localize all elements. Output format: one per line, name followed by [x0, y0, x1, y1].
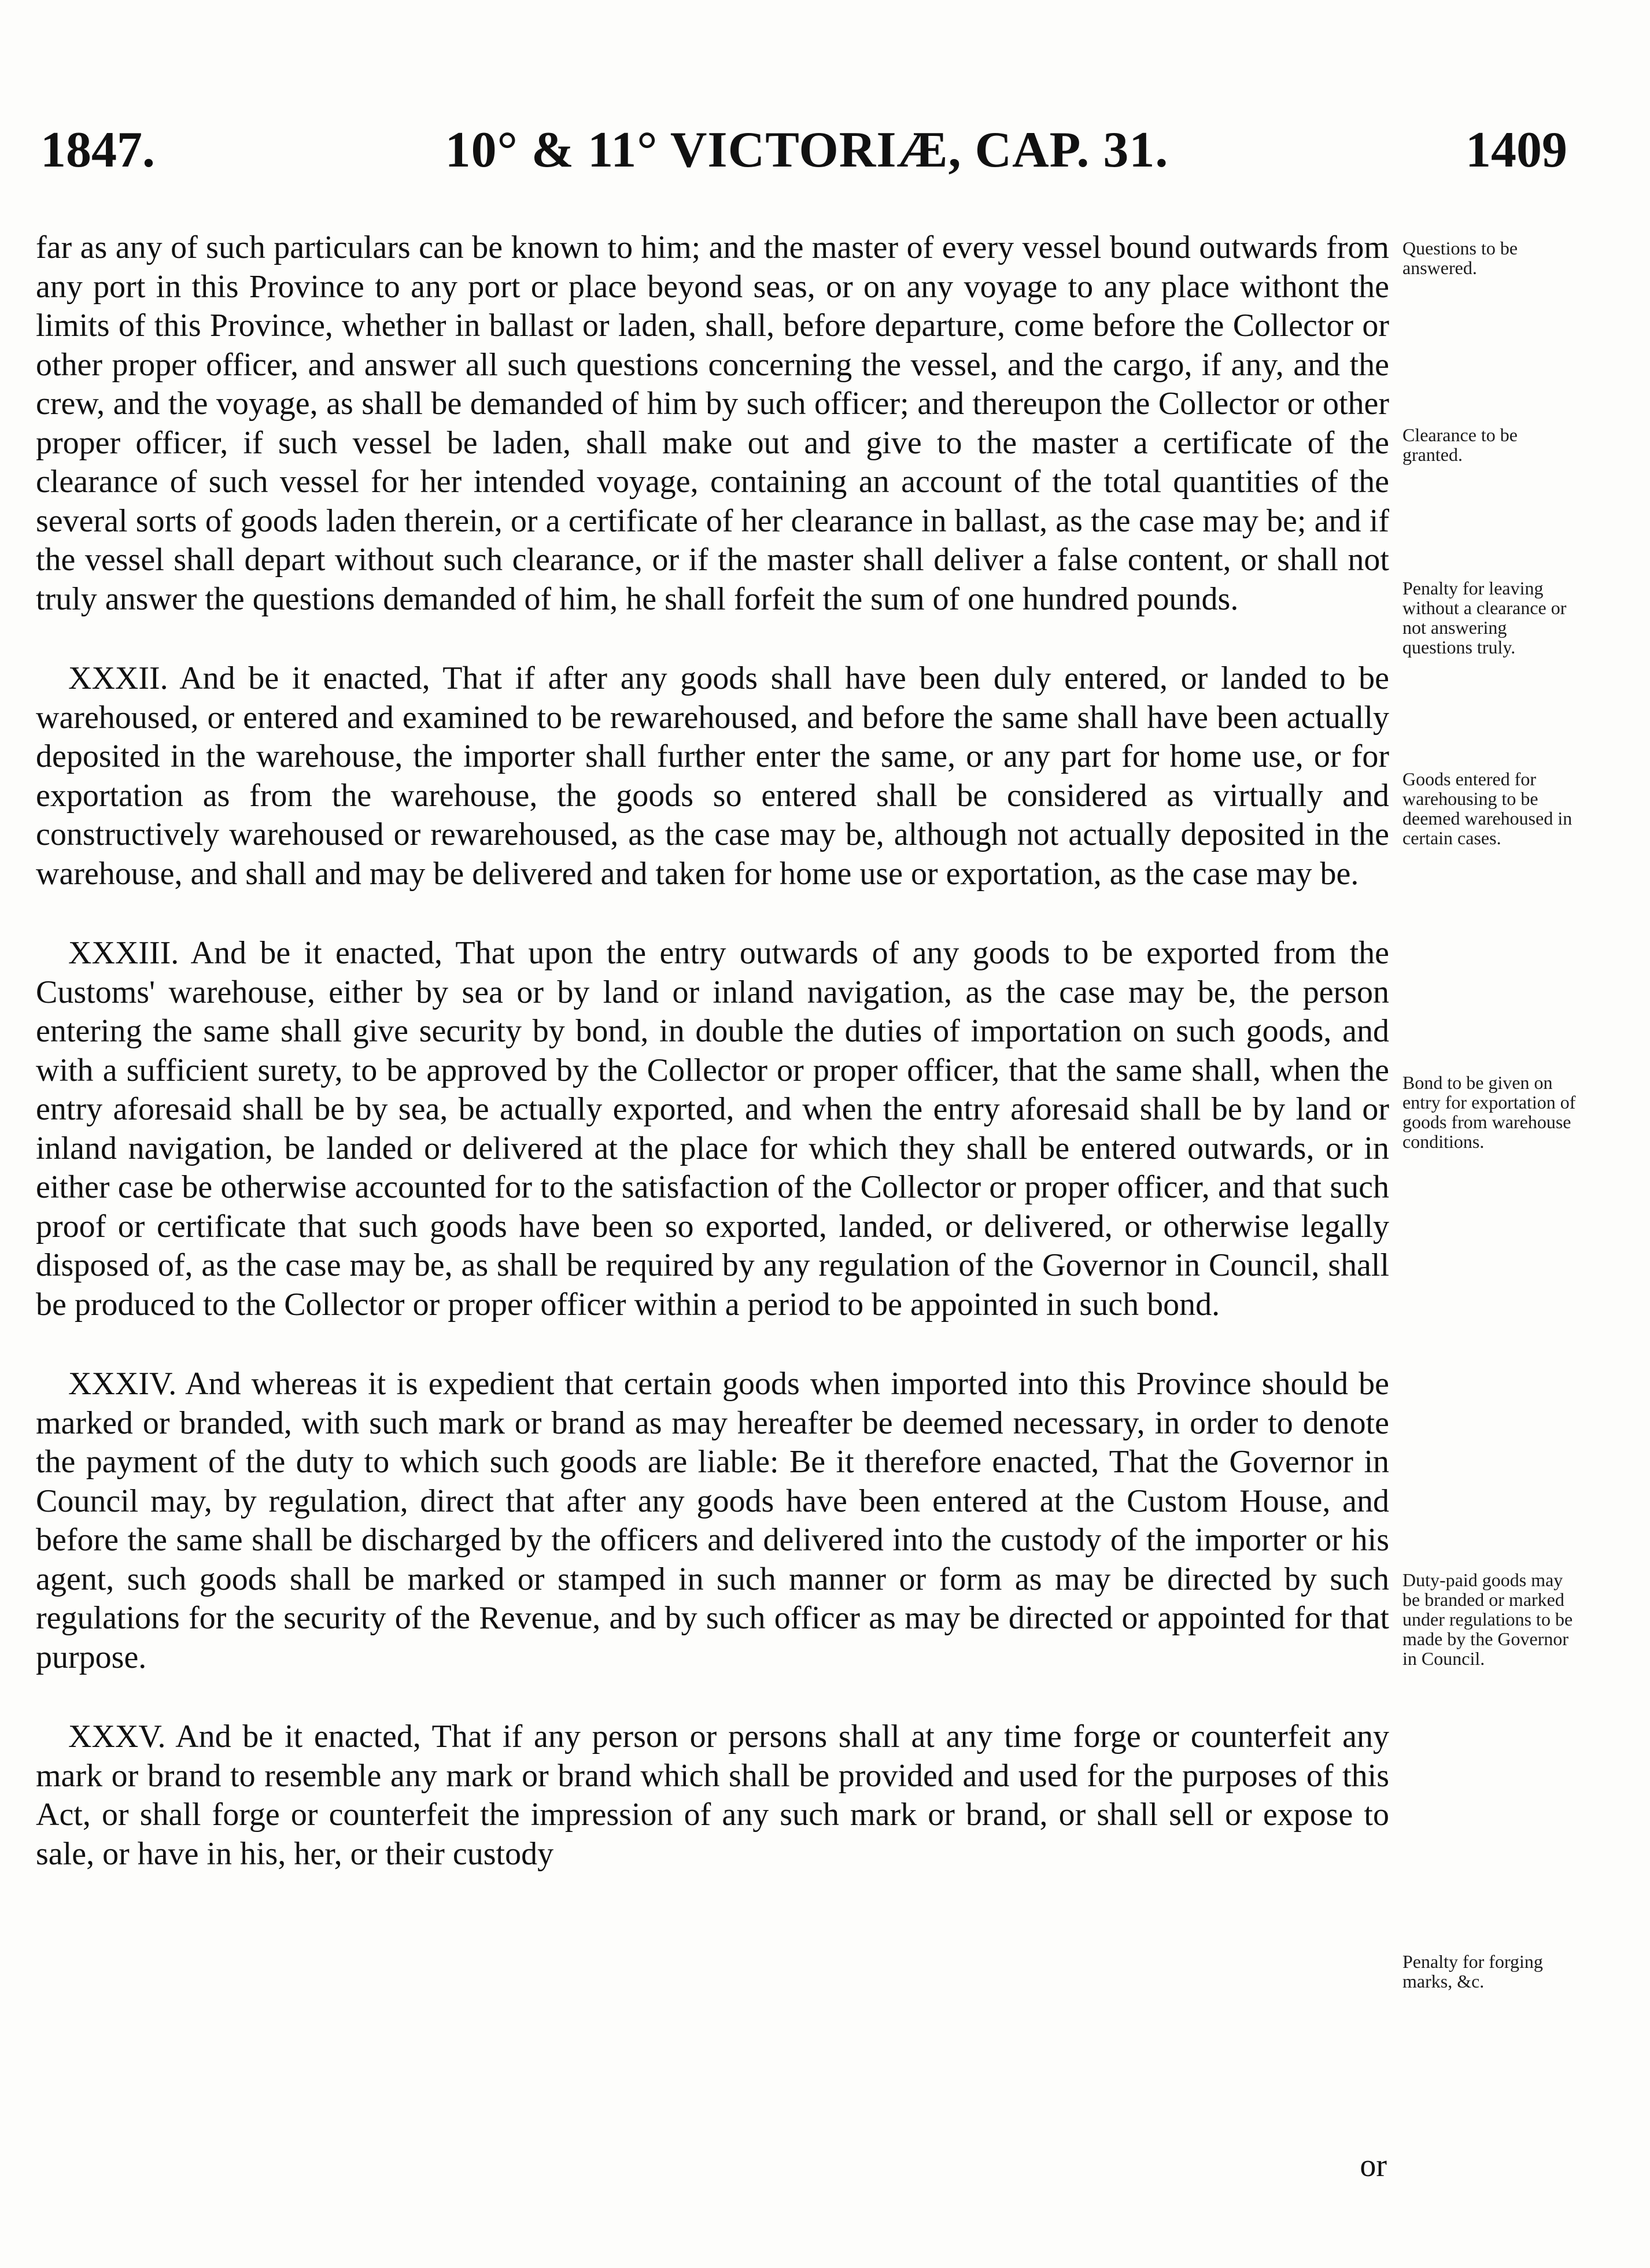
margin-note-warehousing: Goods entered for warehousing to be deemed warehoused in certain cases.: [1402, 769, 1573, 848]
margin-note-forging: Penalty for forging marks, &c.: [1402, 1951, 1543, 1992]
paragraph-continued: far as any of such particulars can be known to him; and the master of every vessel bound outwards from any port in this Province to any port or place beyond seas, or on any voyage to any place withont the limits of this Province, whether in ballast or laden, shall, before departure, come before the Collector or other proper officer, and answer all such questions concerning the vessel, and the cargo, if any, and the crew, and the voyage, as shall be demanded of him by such officer; and thereupon the Collector or other proper officer, if such vessel be laden, shall make out and give to the master a certificate of the clearance of such vessel for her intended voyage, containing an account of the total quantities of the several sorts of goods laden therein, or a certificate of her clearance in ballast, as the case may be; and if the vessel shall depart without such clearance, or if the master shall deliver a false content, or shall not truly answer the questions demanded of him, he shall forfeit the sum of one hundred pounds.: [36, 230, 1389, 617]
header-year: 1847.: [40, 122, 155, 178]
page-number: 1409: [1466, 122, 1567, 178]
margin-note-bond: Bond to be given on entry for exportation of goods from warehouse conditions.: [1402, 1072, 1576, 1152]
running-header: [40, 119, 1567, 182]
section-xxxiii: XXXIII. And be it enacted, That upon the entry outwards of any goods to be exported from the Customs' warehouse, either by sea or by land or inland navigation, as the case may be, the person entering the same shall give security by bond, in double the duties of importation on such goods, and with a sufficient surety, to be approved by the Collector or proper officer, that the same shall, when the entry aforesaid shall be by sea, be actually exported, and when the entry aforesaid shall be by land or inland navigation, be landed or delivered at the place for which they shall be entered outwards, or in either case be otherwise accounted for to the satisfaction of the Collector or proper officer, and that such proof or certificate that such goods have been so exported, landed, or delivered, or otherwise legally disposed of, as the case may be, as shall be required by any regulation of the Governor in Council, shall be produced to the Collector or proper officer within a period to be appointed in such bond.: [36, 935, 1389, 1323]
section-xxxv: XXXV. And be it enacted, That if any person or persons shall at any time forge or counterfeit any mark or brand to resemble any mark or brand which shall be provided and used for the purposes of this Act, or shall forge or counterfeit the impression of any such mark or brand, or shall sell or expose to sale, or have in his, her, or their custody: [36, 1719, 1389, 1872]
margin-note-duty-paid: Duty-paid goods may be branded or marked under regulations to be made by the Governor in Council.: [1402, 1569, 1573, 1669]
margin-note-clearance: Clearance to be granted.: [1402, 424, 1518, 465]
catchword: or: [1360, 2148, 1387, 2184]
header-title: 10° & 11° VICTORIÆ, CAP. 31.: [445, 122, 1169, 178]
document-body: [36, 228, 1389, 1874]
section-xxxiv: XXXIV. And whereas it is expedient that certain goods when imported into this Province should be marked or branded, with such mark or brand as may hereafter be deemed necessary, in order to denote the payment of the duty to which such goods are liable: Be it therefore enacted, That the Governor in Council may, by regulation, direct that after any goods have been entered at the Custom House, and before the same shall be discharged by the officers and delivered into the custody of the importer or his agent, such goods shall be marked or stamped in such manner or form as may be directed by such regulations for the security of the Revenue, and by such officer as may be directed or appointed for that purpose.: [36, 1366, 1389, 1675]
section-xxxii: XXXII. And be it enacted, That if after any goods shall have been duly entered, or landed to be warehoused, or entered and examined to be rewarehoused, and before the same shall have been actually deposited in the warehouse, the importer shall further enter the same, or any part for home use, or for exportation as from the warehouse, the goods so entered shall be considered as virtually and constructively warehoused or rewarehoused, as the case may be, although not actually deposited in the warehouse, and shall and may be delivered and taken for home use or exportation, as the case may be.: [36, 660, 1389, 892]
margin-note-penalty-clearance: Penalty for leaving without a clearance or not answering questions truly.: [1402, 578, 1567, 658]
margin-note-questions: Questions to be answered.: [1402, 238, 1518, 278]
